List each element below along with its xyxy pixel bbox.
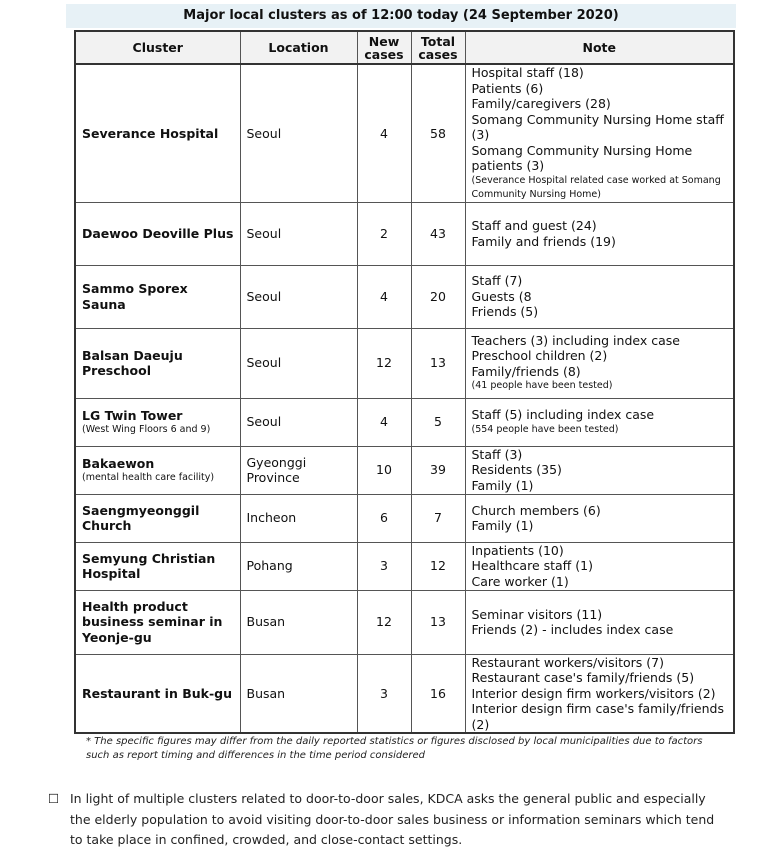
note-cell	[465, 654, 734, 733]
table-header-row	[75, 31, 734, 64]
new-cases-cell: 6	[357, 494, 411, 542]
note-line: Church members (6)	[471, 502, 601, 518]
note-line: Hospital staff (18)	[471, 65, 584, 80]
total-cases-cell: 39	[411, 446, 465, 494]
cluster-name-cell	[75, 398, 240, 446]
advisory-text: In light of multiple clusters related to door-to-door sales, KDCA asks the general public and especially the elderly population to avoid visiting door-to-door sales business or information seminars which tend to take place in confined, crowded, and close-contact settings.	[70, 791, 715, 847]
cluster-subtitle: (mental health care facility)	[82, 471, 215, 483]
note-line: Seminar visitors (11)	[471, 606, 603, 622]
note-cell	[465, 542, 734, 590]
note-line: Residents (35)	[471, 462, 562, 478]
note-cell	[465, 64, 734, 202]
note-line: Family/caregivers (28)	[471, 96, 611, 111]
col-header-note: Note	[465, 31, 734, 64]
location-cell: Seoul	[240, 265, 357, 328]
checkbox-bullet-icon: ☐	[48, 791, 60, 806]
note-line: Family/friends (8)	[471, 363, 581, 379]
cluster-name-cell	[75, 654, 240, 733]
new-cases-cell: 12	[357, 328, 411, 398]
clusters-table	[74, 30, 735, 734]
note-line: Family and friends (19)	[471, 233, 616, 249]
total-cases-cell: 58	[411, 64, 465, 202]
cluster-name-cell	[75, 64, 240, 202]
note-remark: (41 people have been tested)	[471, 380, 613, 392]
note-cell	[465, 398, 734, 446]
total-cases-cell: 13	[411, 328, 465, 398]
col-header-total-cases: Total cases	[411, 31, 465, 64]
new-cases-cell: 4	[357, 398, 411, 446]
table-row	[75, 542, 734, 590]
note-remark: (554 people have been tested)	[471, 423, 619, 435]
cluster-name: LG Twin Tower	[82, 408, 183, 424]
note-line: Teachers (3) including index case	[471, 332, 680, 348]
cluster-name: Health product business seminar in Yeonje-gu	[82, 598, 223, 645]
note-remark: (Severance Hospital related case worked at Somang Community Nursing Home)	[471, 174, 721, 200]
table-row	[75, 654, 734, 733]
total-cases-cell: 20	[411, 265, 465, 328]
location-cell: Incheon	[240, 494, 357, 542]
cluster-name-cell	[75, 328, 240, 398]
cluster-name: Bakaewon	[82, 456, 155, 472]
new-cases-cell: 4	[357, 64, 411, 202]
table-row	[75, 265, 734, 328]
cluster-name-cell	[75, 494, 240, 542]
new-cases-cell: 2	[357, 202, 411, 265]
location-cell: Busan	[240, 654, 357, 733]
note-line: Family (1)	[471, 477, 534, 493]
cluster-name: Balsan Daeuju Preschool	[82, 347, 183, 378]
total-cases-cell: 12	[411, 542, 465, 590]
cluster-name: Restaurant in Buk-gu	[82, 685, 232, 701]
table-row	[75, 446, 734, 494]
cluster-name-cell	[75, 446, 240, 494]
cluster-name-cell	[75, 265, 240, 328]
note-line: Healthcare staff (1)	[471, 558, 593, 574]
table-row	[75, 202, 734, 265]
location-cell: Busan	[240, 590, 357, 654]
new-cases-cell: 3	[357, 542, 411, 590]
note-cell	[465, 494, 734, 542]
new-cases-cell: 12	[357, 590, 411, 654]
note-line: Somang Community Nursing Home patients (3)	[471, 142, 693, 173]
cluster-name: Semyung Christian Hospital	[82, 550, 216, 581]
note-line: Interior design firm workers/visitors (2)	[471, 685, 716, 701]
table-title: Major local clusters as of 12:00 today (24 September 2020)	[66, 4, 736, 28]
note-line: Care worker (1)	[471, 573, 569, 589]
table-row	[75, 398, 734, 446]
note-line: Inpatients (10)	[471, 542, 564, 558]
cluster-name-cell	[75, 202, 240, 265]
note-cell	[465, 202, 734, 265]
cluster-name-cell	[75, 590, 240, 654]
col-header-cluster: Cluster	[75, 31, 240, 64]
col-header-location: Location	[240, 31, 357, 64]
cluster-name: Saengmyeonggil Church	[82, 502, 200, 533]
advisory-paragraph	[48, 789, 728, 851]
note-line: Somang Community Nursing Home staff (3)	[471, 111, 724, 142]
note-line: Preschool children (2)	[471, 348, 608, 364]
table-row	[75, 590, 734, 654]
note-line: Patients (6)	[471, 80, 544, 96]
total-cases-cell: 43	[411, 202, 465, 265]
footnote: * The specific figures may differ from the daily reported statistics or figures disclosed by local municipalities due to factors such as report timing and differences in the time period considered	[86, 736, 703, 761]
note-line: Restaurant workers/visitors (7)	[471, 654, 664, 670]
table-row	[75, 494, 734, 542]
note-line: Staff (5) including index case	[471, 407, 655, 423]
new-cases-cell: 3	[357, 654, 411, 733]
new-cases-cell: 10	[357, 446, 411, 494]
location-cell: Seoul	[240, 64, 357, 202]
note-line: Family (1)	[471, 518, 534, 533]
location-cell: Gyeonggi Province	[240, 446, 357, 494]
cluster-name: Severance Hospital	[82, 125, 219, 141]
location-cell: Seoul	[240, 398, 357, 446]
total-cases-cell: 5	[411, 398, 465, 446]
cluster-name-cell	[75, 542, 240, 590]
cluster-name: Daewoo Deoville Plus	[82, 225, 234, 241]
note-line: Guests (8	[471, 288, 532, 304]
total-cases-cell: 7	[411, 494, 465, 542]
cluster-subtitle: (West Wing Floors 6 and 9)	[82, 423, 211, 435]
note-cell	[465, 265, 734, 328]
location-cell: Pohang	[240, 542, 357, 590]
note-line: Staff (7)	[471, 273, 523, 289]
col-header-new-cases: New cases	[357, 31, 411, 64]
note-line: Friends (2) - includes index case	[471, 622, 674, 637]
note-cell	[465, 328, 734, 398]
note-line: Interior design firm case's family/friends (2)	[471, 701, 724, 732]
table-row	[75, 64, 734, 202]
new-cases-cell: 4	[357, 265, 411, 328]
note-line: Staff and guest (24)	[471, 218, 597, 233]
note-cell	[465, 446, 734, 494]
note-line: Friends (5)	[471, 304, 539, 320]
total-cases-cell: 13	[411, 590, 465, 654]
note-line: Restaurant case's family/friends (5)	[471, 670, 695, 685]
location-cell: Seoul	[240, 328, 357, 398]
total-cases-cell: 16	[411, 654, 465, 733]
location-cell: Seoul	[240, 202, 357, 265]
note-cell	[465, 590, 734, 654]
table-row	[75, 328, 734, 398]
cluster-name: Sammo Sporex Sauna	[82, 281, 188, 312]
note-line: Staff (3)	[471, 446, 523, 462]
